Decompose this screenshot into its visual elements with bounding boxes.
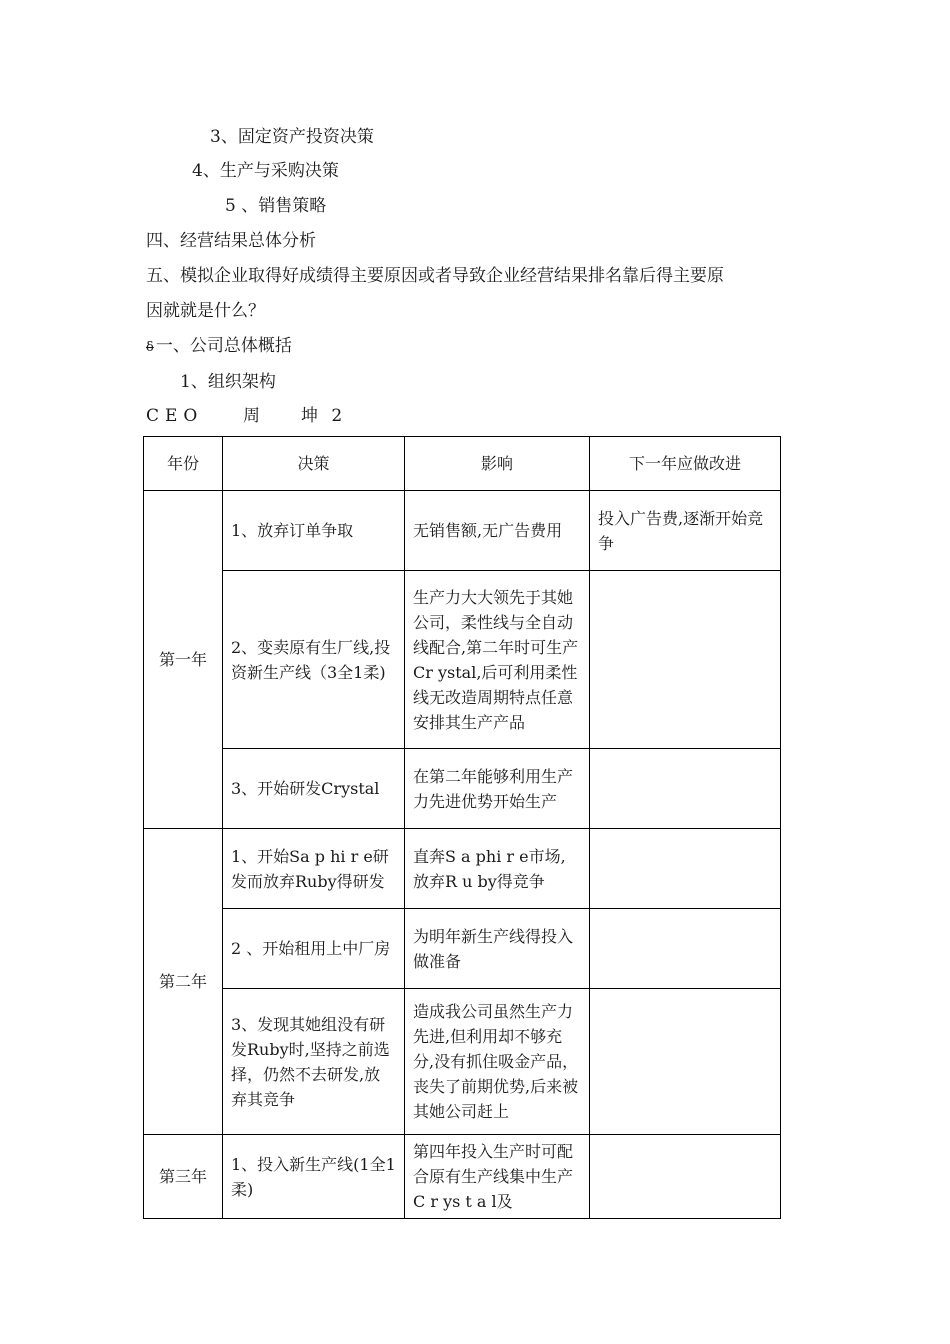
impact-cell: 为明年新生产线得投入做准备 [405,909,590,989]
impact-cell: 无销售额,无广告费用 [405,491,590,571]
table-row [144,749,781,829]
decision-cell: 1、投入新生产线(1全1柔) [223,1135,405,1219]
decision-cell: 2 、开始租用上中厂房 [223,909,405,989]
header-decision: 决策 [223,437,405,491]
improvement-cell [590,989,781,1135]
section-5-heading-line1: 五、模拟企业取得好成绩得主要原因或者导致企业经营结果排名靠后得主要原 [146,266,724,286]
decision-cell: 3、开始研发Crystal [223,749,405,829]
section-1-label: 一、公司总体概括 [155,336,292,356]
improvement-cell [590,749,781,829]
decision-cell: 3、发现其她组没有研发Ruby时,坚持之前选择，仍然不去研发,放弃其竞争 [223,989,405,1135]
decision-cell: 1、放弃订单争取 [223,491,405,571]
header-impact: 影响 [405,437,590,491]
subsection-org-structure: 1、组织架构 [180,372,276,392]
improvement-cell [590,1135,781,1219]
impact-cell: 造成我公司虽然生产力先进,但利用却不够充分,没有抓住吸金产品，丧失了前期优势,后来被其她公司赶上 [405,989,590,1135]
edit-mark: δ [146,340,154,355]
outline-item-3: 3、固定资产投资决策 [210,127,374,147]
section-5-heading-line2: 因就就是什么？ [146,301,265,321]
ceo-name-first: 周 [243,406,266,426]
section-4-heading: 四、经营结果总体分析 [146,231,316,251]
decision-table [143,436,781,1219]
impact-cell: 直奔S a phi r e市场,放弃R u by得竞争 [405,829,590,909]
improvement-cell: 投入广告费,逐渐开始竞争 [590,491,781,571]
table-row [144,829,781,909]
table-row [144,491,781,571]
header-year: 年份 [144,437,223,491]
table-row [144,909,781,989]
impact-cell: 生产力大大领先于其她公司，柔性线与全自动线配合,第二年时可生产Cr ystal,后可利用柔性线无改造周期特点任意安排其生产产品 [405,571,590,749]
year-cell: 第二年 [144,829,223,1135]
table-row [144,571,781,749]
table-row [144,1135,781,1219]
outline-item-4: 4、生产与采购决策 [192,161,339,181]
improvement-cell [590,571,781,749]
decision-cell: 2、变卖原有生厂线,投资新生产线（3全1柔) [223,571,405,749]
table-header-row [144,437,781,491]
decision-cell: 1、开始Sa p hi r e研发而放弃Ruby得研发 [223,829,405,909]
table-row [144,989,781,1135]
year-cell: 第一年 [144,491,223,829]
improvement-cell [590,829,781,909]
year-cell: 第三年 [144,1135,223,1219]
improvement-cell [590,909,781,989]
ceo-role: CEO [146,406,204,426]
section-1-heading [146,334,292,360]
header-improvement: 下一年应做改进 [590,437,781,491]
outline-item-5: 5 、销售策略 [225,196,327,216]
impact-cell: 第四年投入生产时可配合原有生产线集中生产C r ys t a l及 [405,1135,590,1219]
ceo-name-second: 坤 2 [301,406,347,426]
impact-cell: 在第二年能够利用生产力先进优势开始生产 [405,749,590,829]
